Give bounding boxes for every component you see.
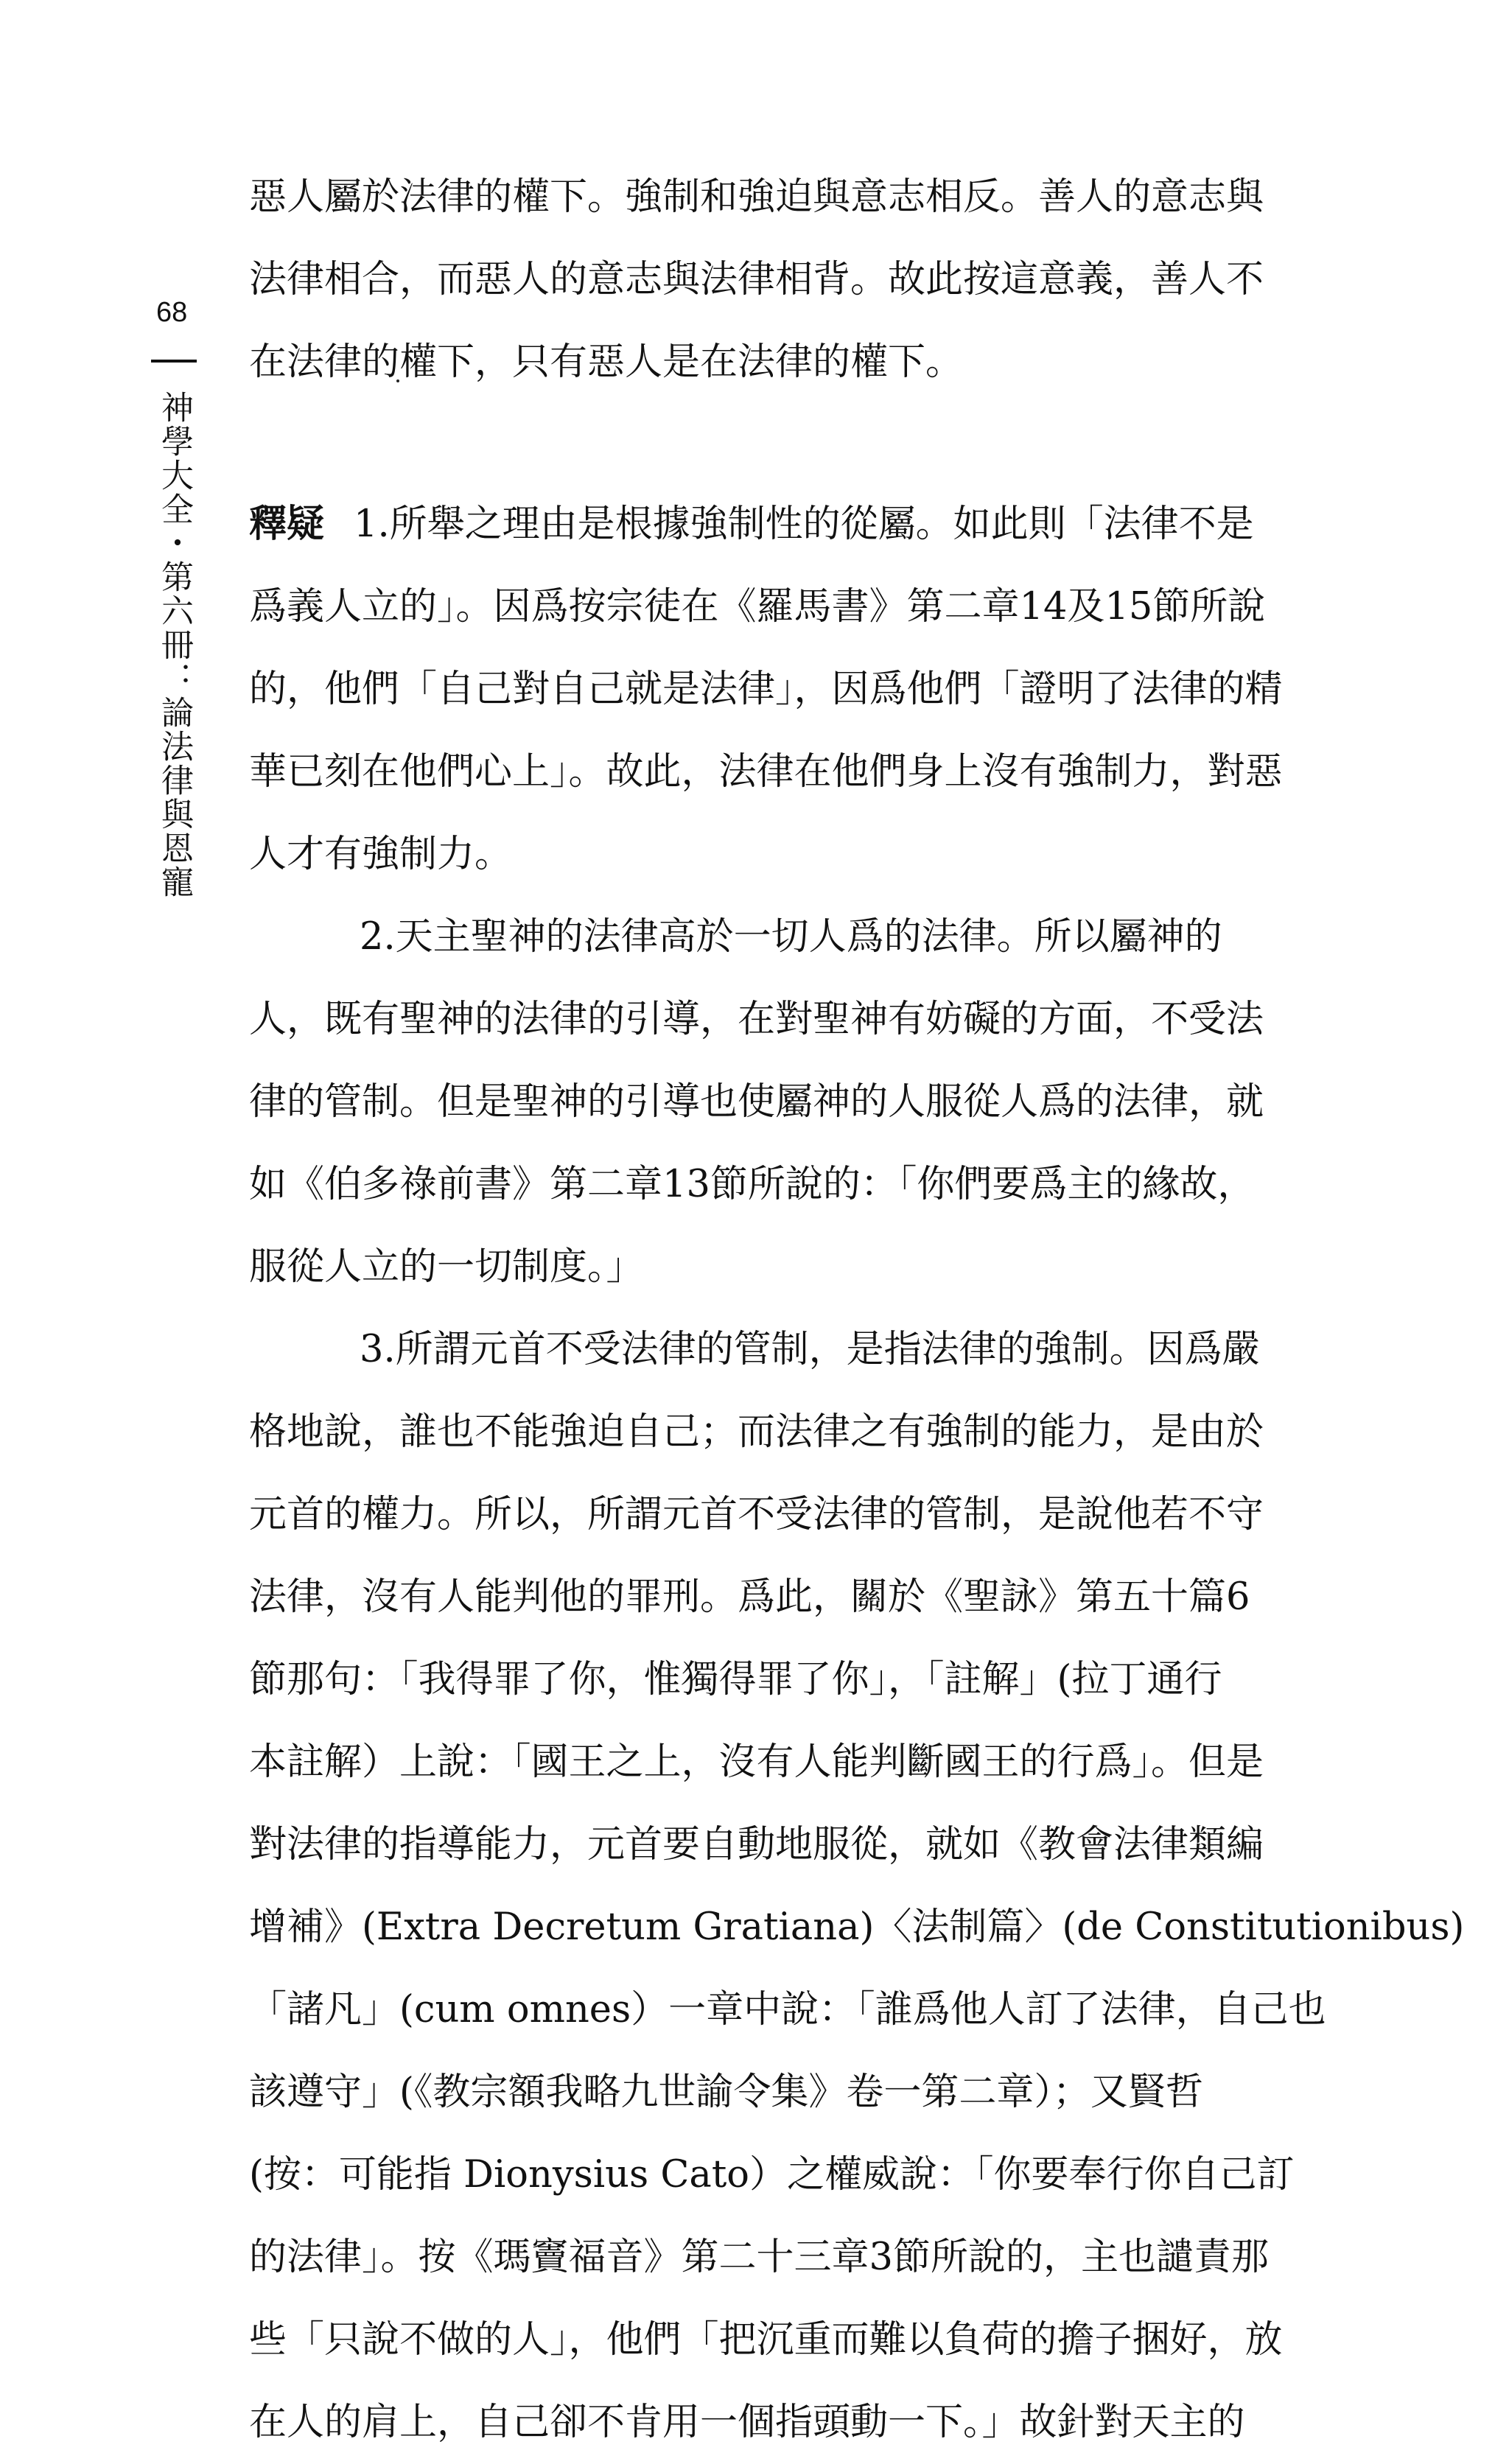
text-line: 增補》(Extra Decretum Gratiana)〈法制篇〉(de Constitutionibus)	[249, 1905, 1465, 1949]
text-line: 人才有強制力。	[249, 833, 513, 876]
text-line: 如《伯多祿前書》第二章13節所說的：「你們要爲主的緣故，	[249, 1163, 1256, 1206]
text-line: 法律相合，而惡人的意志與法律相背。故此按這意義，善人不	[249, 258, 1264, 301]
text-line: 些「只說不做的人」，他們「把沉重而難以負荷的擔子捆好，放	[249, 2318, 1283, 2362]
text-line: 服從人立的一切制度。」	[249, 1245, 644, 1289]
text-line: 爲義人立的」。因爲按宗徒在《羅馬書》第二章14及15節所說	[249, 585, 1266, 629]
text-line: 惡人屬於法律的權下。強制和強迫與意志相反。善人的意志與	[249, 175, 1264, 219]
page-number: 68	[156, 297, 188, 328]
text-line: 華已刻在他們心上」。故此，法律在他們身上沒有強制力，對惡	[249, 750, 1283, 794]
text-line: 在人的肩上，自己卻不肯用一個指頭動一下。」故針對天主的	[249, 2401, 1245, 2444]
text-line: 該遵守」(《教宗額我略九世諭令集》卷一第二章）；又賢哲	[249, 2071, 1203, 2114]
text-line: 人，既有聖神的法律的引導，在對聖神有妨礙的方面，不受法	[249, 998, 1264, 1041]
reply-1-first-line	[249, 483, 1326, 566]
reply-1-text: 1.所舉之理由是根據強制性的從屬。如此則「法律不是	[354, 503, 1254, 546]
text-line: 對法律的指導能力，元首要自動地服從，就如《教會法律類編	[249, 1823, 1264, 1866]
text-line: 的，他們「自己對自己就是法律」，因爲他們「證明了法律的精	[249, 668, 1283, 711]
reply-label: 釋疑	[249, 503, 325, 546]
text-line: 的法律」。按《瑪竇福音》第二十三章3節所說的，主也譴責那	[249, 2236, 1269, 2279]
reply-2-first-line: 2.天主聖神的法律高於一切人爲的法律。所以屬神的	[360, 915, 1222, 959]
margin-rule	[151, 360, 197, 363]
text-line: 法律，沒有人能判他的罪刑。爲此，關於《聖詠》第五十篇6	[249, 1575, 1250, 1619]
text-line: 元首的權力。所以，所謂元首不受法律的管制，是說他若不守	[249, 1493, 1264, 1536]
text-line: (按：可能指 Dionysius Cato）之權威說：「你要奉行你自己訂	[249, 2153, 1295, 2197]
reply-3-first-line: 3.所謂元首不受法律的管制，是指法律的強制。因爲嚴	[360, 1328, 1260, 1371]
running-header: 神學大全・第六冊：論法律與恩寵	[155, 391, 193, 899]
body-text	[249, 156, 1465, 2464]
text-line: 「諸凡」(cum omnes）一章中說：「誰爲他人訂了法律，自己也	[249, 1988, 1326, 2031]
text-line: 律的管制。但是聖神的引導也使屬神的人服從人爲的法律，就	[249, 1080, 1264, 1124]
paragraph-gap	[249, 404, 1326, 483]
text-line: 在法律的權下，只有惡人是在法律的權下。	[249, 340, 964, 384]
text-line: 格地說，誰也不能強迫自己；而法律之有強制的能力，是由於	[249, 1410, 1264, 1454]
text-line: 節那句：「我得罪了你，惟獨得罪了你」，「註解」(拉丁通行	[249, 1658, 1222, 1701]
text-line: 本註解）上說：「國王之上，沒有人能判斷國王的行爲」。但是	[249, 1740, 1264, 1784]
